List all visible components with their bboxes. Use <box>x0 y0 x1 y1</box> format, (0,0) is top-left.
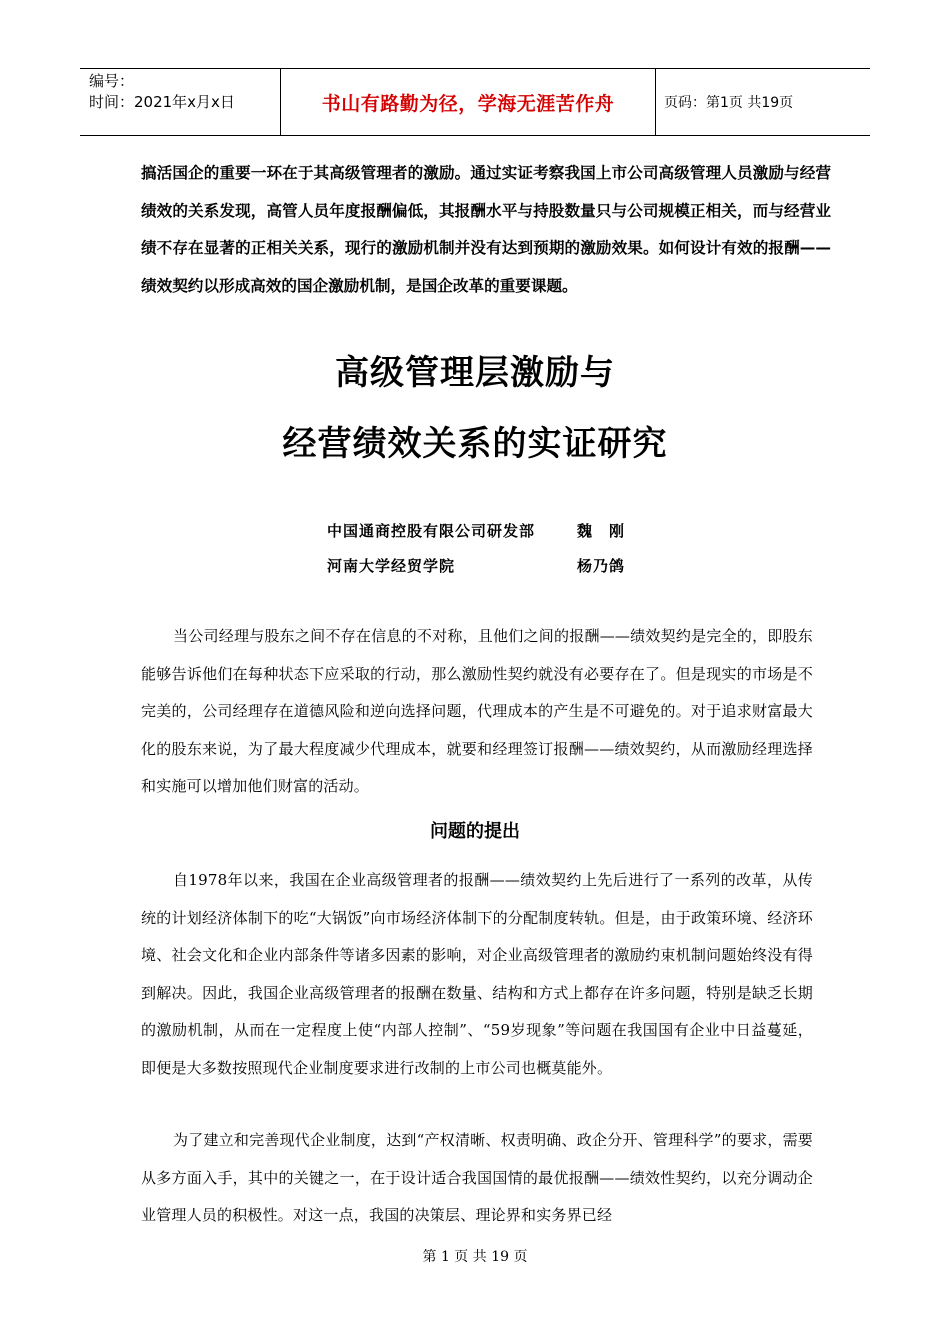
author-name: 魏 刚 <box>577 522 626 540</box>
page-footer: 第 1 页 共 19 页 <box>422 1249 528 1265</box>
section-heading: 问题的提出 <box>430 821 520 842</box>
header-motto-cell <box>281 69 656 135</box>
header-page-cell <box>656 69 870 135</box>
author-row <box>327 555 625 576</box>
page-info: 页码：第1页 共19页 <box>664 95 794 111</box>
author-affiliation: 中国通商控股有限公司研发部 <box>327 522 536 540</box>
page-header <box>80 68 870 136</box>
author-row <box>327 520 625 541</box>
header-meta-cell <box>80 69 281 135</box>
abstract: 搞活国企的重要一环在于其高级管理者的激励。通过实证考察我国上市公司高级管理人员激励与经营绩效的关系发现，高管人员年度报酬偏低，其报酬水平与持股数量只与公司规模正相关，而与经营业绩不存在显著的正相关关系，现行的激励机制并没有达到预期的激励效果。如何设计有效的报酬——绩效契约以形成高效的国企激励机制，是国企改革的重要课题。 <box>141 164 831 295</box>
body-paragraph: 为了建立和完善现代企业制度，达到“产权清晰、权责明确、政企分开、管理科学”的要求，需要从多方面入手，其中的关键之一，在于设计适合我国国情的最优报酬——绩效性契约，以充分调动企业管理人员的积极性。对这一点，我国的决策层、理论界和实务界已经 <box>141 1131 813 1224</box>
intro-paragraph: 当公司经理与股东之间不存在信息的不对称，且他们之间的报酬——绩效契约是完全的，即股东能够告诉他们在每种状态下应采取的行动，那么激励性契约就没有必要存在了。但是现实的市场是不完美的，公司经理存在道德风险和逆向选择问题，代理成本的产生是不可避免的。对于追求财富最大化的股东来说，为了最大程度减少代理成本，就要和经理签订报酬——绩效契约，从而激励经理选择和实施可以增加他们财富的活动。 <box>141 627 813 795</box>
title-line-1: 高级管理层激励与 <box>335 353 615 393</box>
title-line-2: 经营绩效关系的实证研究 <box>282 424 668 464</box>
body-paragraph: 自1978年以来，我国在企业高级管理者的报酬——绩效契约上先后进行了一系列的改革，从传统的计划经济体制下的吃“大锅饭”向市场经济体制下的分配制度转轨。但是，由于政策环境、经济环境、社会文化和企业内部条件等诸多因素的影响，对企业高级管理者的激励约束机制问题始终没有得到解决。因此，我国企业高级管理者的报酬在数量、结构和方式上都存在许多问题，特别是缺乏长期的激励机制，从而在一定程度上使“内部人控制”、“59岁现象”等问题在我国国有企业中日益蔓延，即便是大多数按照现代企业制度要求进行改制的上市公司也概莫能外。 <box>141 871 813 1077</box>
time-label: 时间：2021年x月x日 <box>89 93 235 111</box>
author-affiliation: 河南大学经贸学院 <box>327 557 456 575</box>
motto-text: 书山有路勤为径，学海无涯苦作舟 <box>321 92 615 115</box>
number-label: 编号： <box>89 72 135 90</box>
author-name: 杨乃鸽 <box>577 557 626 575</box>
